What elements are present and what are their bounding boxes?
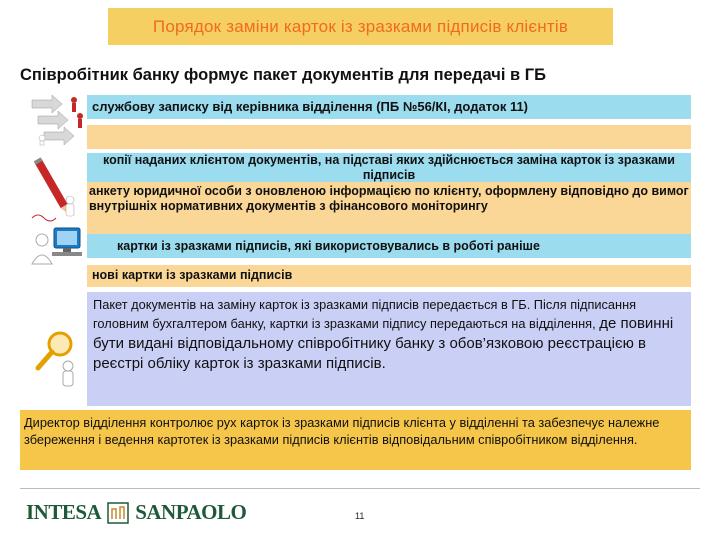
page-title: Порядок заміни карток із зразками підписів клієнтів <box>152 16 569 36</box>
footer-divider <box>20 488 700 489</box>
list-item-memo: службову записку від керівника відділення (ПБ №56/КІ, додаток 11) <box>87 95 691 119</box>
brand-logo <box>26 500 246 525</box>
title-banner <box>108 8 613 45</box>
package-description <box>87 292 691 406</box>
director-note: Директор відділення контролює рух карток із зразками підписів клієнта у відділенні та забезпечує належне збереження і ведення картотек із зразками підписів клієнтів відповідальним співробітником відділення. <box>20 410 691 470</box>
list-item-new-cards: нові картки із зразками підписів <box>87 265 691 287</box>
list-item-blank <box>87 125 691 149</box>
page-number: 11 <box>355 511 365 521</box>
computer-user-icon <box>30 226 85 266</box>
pencil-figure-icon <box>26 150 84 224</box>
brand-right: SANPAOLO <box>135 500 247 524</box>
list-item-old-cards: картки із зразками підписів, які використовувались в роботі раніше <box>87 234 691 258</box>
list-item-questionnaire: анкету юридичної особи з оновленою інформацією по клієнту, оформлену відповідно до вимог внутрішніх нормативних документів з фінансового моніторингу <box>87 182 691 234</box>
list-item-copies: копії наданих клієнтом документів, на підставі яких здійснюється заміна карток із зразками підписів <box>87 153 691 182</box>
brand-mark-icon <box>107 502 129 524</box>
magnifier-figure-icon <box>30 322 85 390</box>
brand-left: INTESA <box>26 500 102 524</box>
package-text-large: де повинні бути видані відповідальному співробітнику банку з обов’язковою реєстрацією в реєстрі обліку карток із зразками підписів. <box>93 315 674 372</box>
package-text-small: Пакет документів на заміну карток із зразками підписів передається в ГБ. Після підписання головним бухгалтером банку, картки із зразками підпису передаються на відділення, <box>93 297 637 331</box>
section-heading: Співробітник банку формує пакет документів для передачі в ГБ <box>20 66 546 84</box>
arrows-figures-icon <box>30 94 85 146</box>
